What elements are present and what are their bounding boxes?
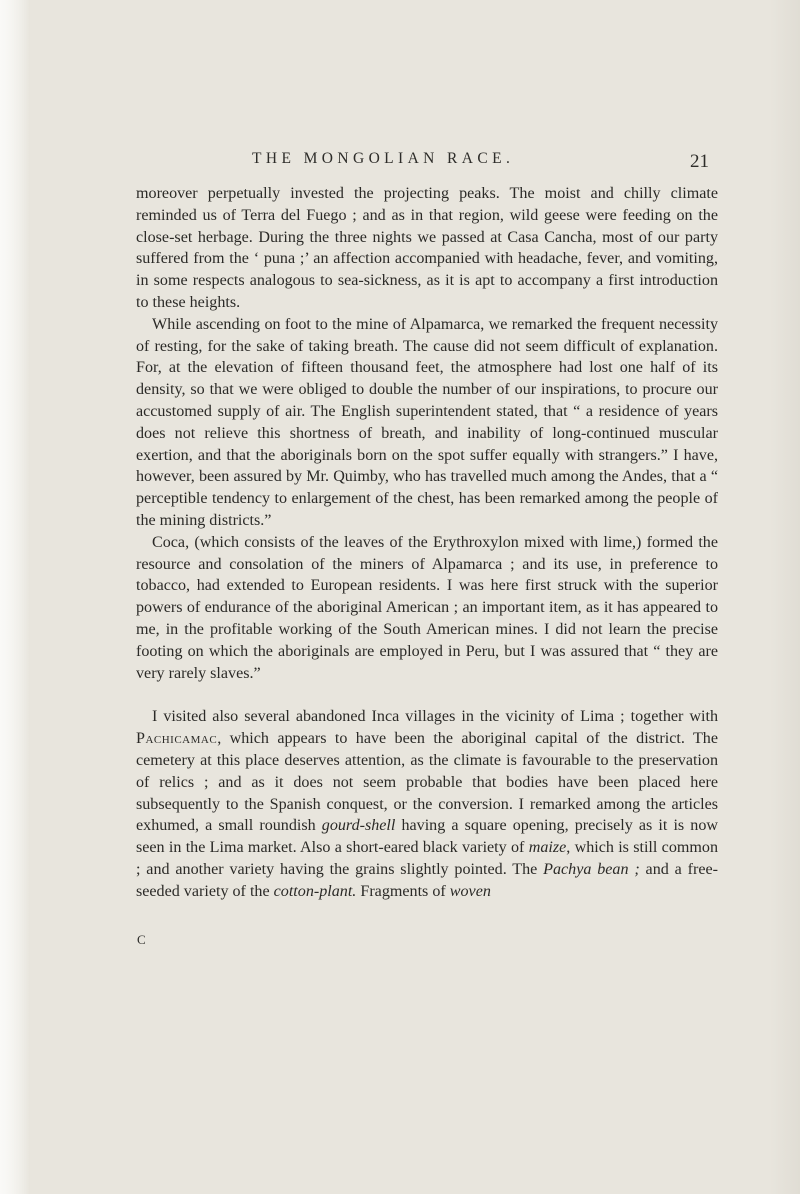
paragraph-4-text-b: , which appears to have been the aboriginal capital of the district. The cemetery at this place deserves attention, as the climate is favourable to the preservation of relics ; and as it does not seem probable that bodies have been placed here subsequently to the Spanish conquest, or the conversion. I remarked among the articles exhumed, a small roundish — [136, 730, 718, 835]
paragraph-4-text-e: and a free-seeded variety of the — [136, 860, 718, 900]
paragraph-3: Coca, (which consists of the leaves of the Erythroxylon mixed with lime,) formed the resource and consolation of the miners of Alpamarca ; and its use, in preference to tobacco, had extended to European residents. I was here first struck with the superior powers of endurance of the aboriginal American ; an important item, as it has appeared to me, in the profitable working of the South American mines. I did not learn the precise footing on which the aboriginals are employed in Peru, but I was assured that “ they are very rarely slaves.” — [136, 533, 718, 682]
running-title: THE MONGOLIAN RACE. — [252, 150, 515, 167]
paragraph-4-text-c: having a square opening, precisely as it is now seen in the Lima market. Also a short-eared black variety of — [136, 817, 718, 857]
term-gourd-shell: gourd-shell — [321, 817, 396, 835]
term-cotton-plant: cotton-plant. — [273, 882, 357, 900]
term-woven: woven — [449, 882, 491, 900]
running-head — [140, 150, 800, 180]
paragraph-2: While ascending on foot to the mine of Alpamarca, we remarked the frequent necessity of resting, for the sake of taking breath. The cause did not seem difficult of explanation. For, at the elevation of fifteen thousand feet, the atmosphere had lost one half of its density, so that we were obliged to double the number of our inspirations, to procure our accustomed supply of air. The English superintendent stated, that “ a residence of years does not relieve this shortness of breath, and inability of long-continued muscular exertion, and that the aboriginals born on the spot suffer equally with strangers.” I have, however, been assured by Mr. Quimby, who has travelled much among the Andes, that a “ perceptible tendency to enlargement of the chest, has been remarked among the people of the mining districts.” — [136, 315, 718, 529]
body-text — [136, 183, 718, 903]
paragraph-4 — [136, 706, 718, 902]
paragraph-4-text-f: Fragments of — [356, 882, 450, 900]
signature-mark: C — [137, 932, 146, 947]
page-number: 21 — [690, 151, 709, 172]
paragraph-1: moreover perpetually invested the projecting peaks. The moist and chilly climate reminded us of Terra del Fuego ; and as in that region, wild geese were feeding on the close-set herbage. During the three nights we passed at Casa Cancha, most of our party suffered from the ‘ puna ;’ an affection accompanied with headache, fever, and vomiting, in some respects analogous to sea-sickness, as it is apt to accompany a first introduction to these heights. — [136, 185, 718, 311]
term-maize: maize — [528, 839, 567, 857]
place-name-pachicamac: Pachicamac — [136, 730, 218, 748]
term-pachya-bean: Pachya bean ; — [543, 860, 640, 878]
paragraph-4-text-d: , which is still common ; and another variety having the grains slightly pointed. The — [136, 839, 718, 878]
paragraph-4-text-a: I visited also several abandoned Inca villages in the vicinity of Lima ; together with — [152, 708, 718, 726]
page-edge-shadow — [0, 0, 30, 1194]
